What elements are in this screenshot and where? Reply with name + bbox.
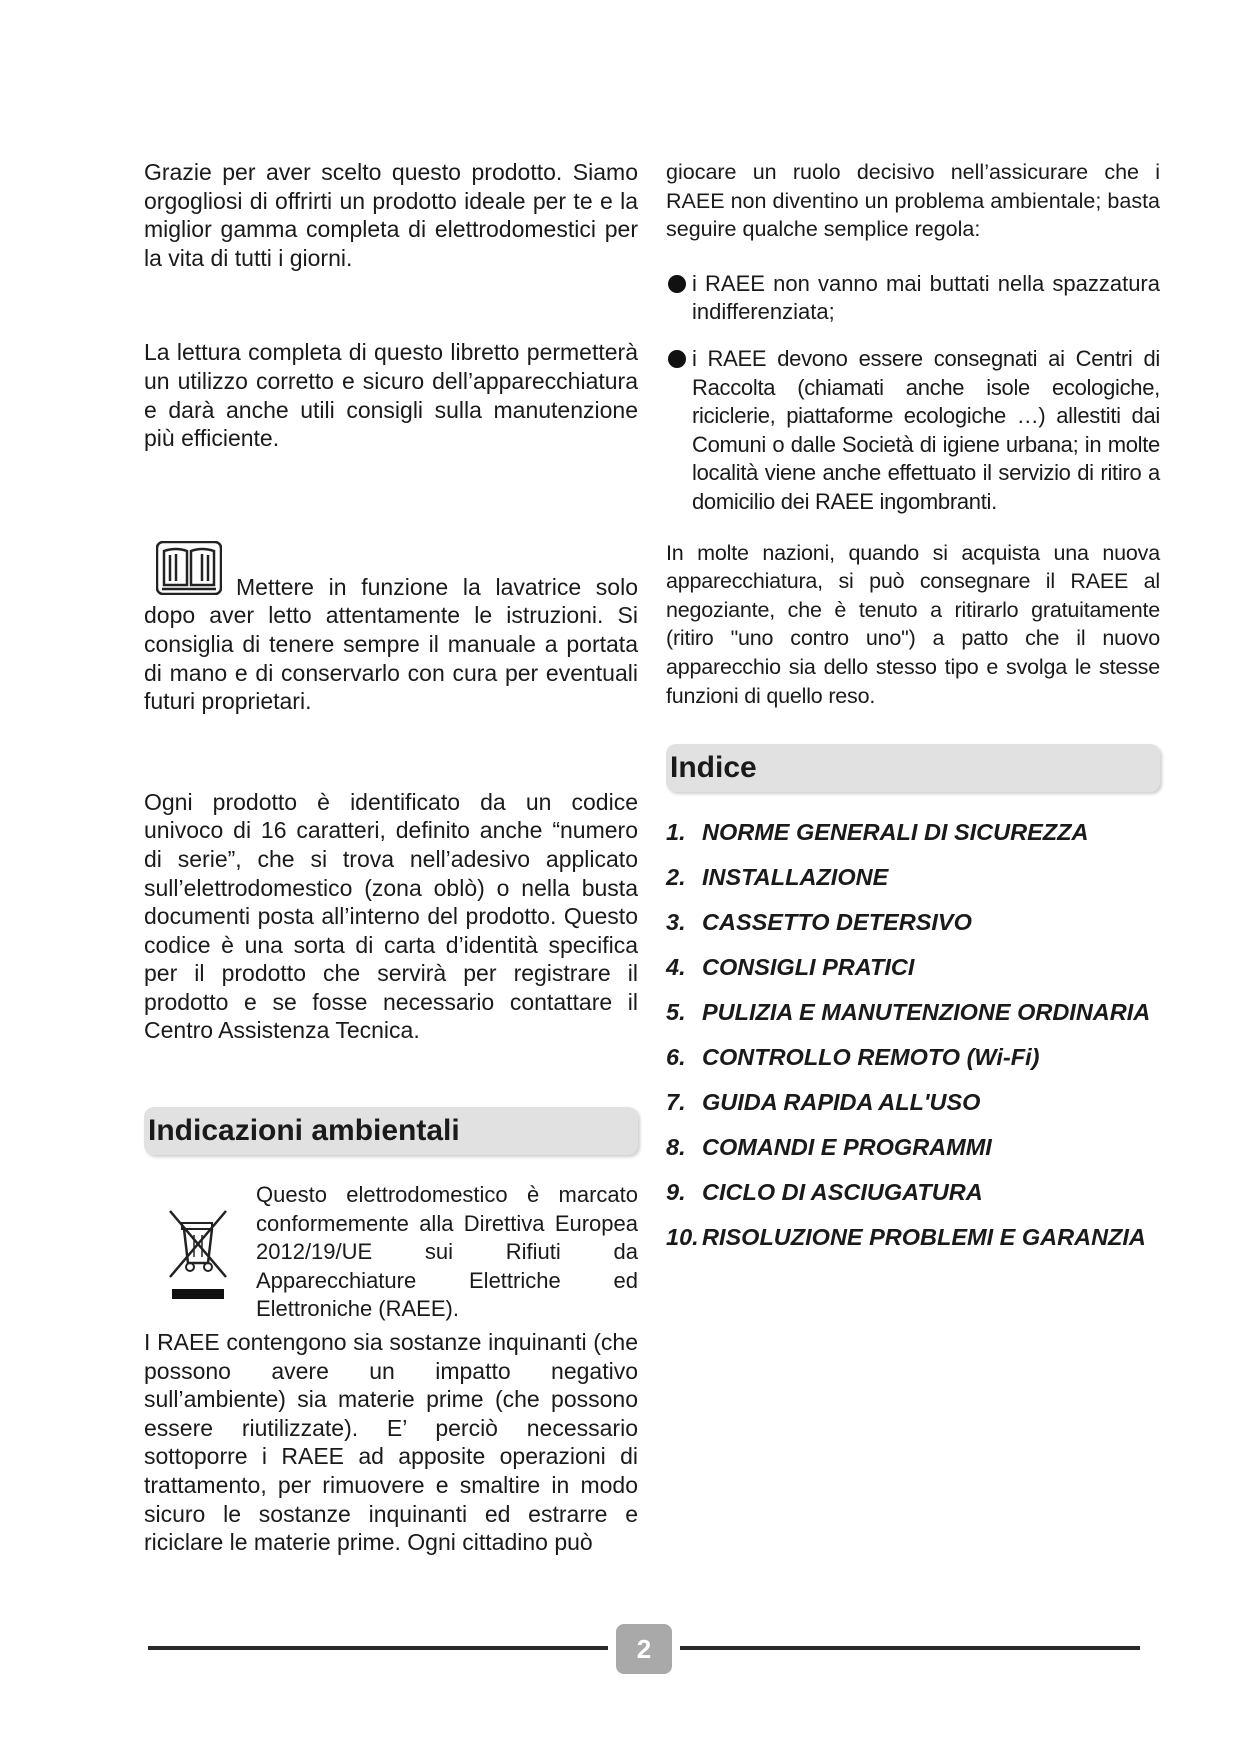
left-column [144, 158, 638, 1557]
toc-item: 9. CICLO DI ASCIUGATURA [666, 1179, 983, 1206]
environment-section-heading: Indicazioni ambientali [144, 1107, 638, 1155]
right-column [666, 158, 1160, 1260]
manual-note-block [144, 541, 638, 716]
weee-rules-list [666, 270, 1160, 517]
footer-divider [148, 1646, 608, 1650]
toc-item: 8. COMANDI E PROGRAMMI [666, 1134, 992, 1161]
toc-item: 6. CONTROLLO REMOTO (Wi-Fi) [666, 1044, 1040, 1071]
index-section-heading: Indice [666, 744, 1160, 792]
return-note-paragraph: In molte nazioni, quando si acquista una nuova apparecchiatura, si può consegnare il RAEE al negoziante, che è tenuto a ritirarlo gratuitamente (ritiro "uno contro uno") a patto che il nuovo apparecchio sia dello stesso tipo e svolga le stesse funzioni di quello reso. [666, 540, 1160, 708]
toc-item: 10. RISOLUZIONE PROBLEMI E GARANZIA [666, 1224, 1146, 1251]
toc-item: 5. PULIZIA E MANUTENZIONE ORDINARIA [666, 999, 1151, 1026]
reading-paragraph: La lettura completa di questo libretto permetterà un utilizzo corretto e sicuro dell’apparecchiatura e darà anche utili consigli sulla manutenzione più efficiente. [144, 339, 638, 452]
bullet-icon [668, 350, 686, 368]
bullet-icon [668, 275, 686, 293]
weee-directive-text: Questo elettrodomestico è marcato conformemente alla Direttiva Europea 2012/19/UE sui Rifiuti da Apparecchiature Elettriche ed Elettroniche (RAEE). [256, 1182, 638, 1322]
footer-divider [680, 1646, 1140, 1650]
open-book-icon [156, 541, 222, 595]
list-item: i RAEE non vanno mai buttati nella spazzatura indifferenziata; [666, 270, 1160, 327]
crossed-out-wheelie-bin-icon [166, 1205, 230, 1301]
weee-body-paragraph: I RAEE contengono sia sostanze inquinanti (che possono avere un impatto negativo sull’ambiente) sia materie prime (che possono essere riutilizzate). E’ perciò necessario sottoporre i RAEE ad apposite operazioni di trattamento, per rimuovere e smaltire in modo sicuro le sostanze inquinanti ed estrarre e riciclare le materie prime. Ogni cittadino può [144, 1329, 638, 1556]
toc-item: 2. INSTALLAZIONE [666, 864, 889, 891]
toc-item: 7. GUIDA RAPIDA ALL'USO [666, 1089, 981, 1116]
page-number: 2 [616, 1624, 672, 1674]
page-footer [148, 1624, 1140, 1674]
toc-item: 1. NORME GENERALI DI SICUREZZA [666, 819, 1089, 846]
manual-note-text: Mettere in funzione la lavatrice solo dopo aver letto attentamente le istruzioni. Si consiglia di tenere sempre il manuale a portata di mano e di conservarlo con cura per eventuali futuri proprietari. [144, 573, 638, 715]
intro-paragraph: Grazie per aver scelto questo prodotto. Siamo orgogliosi di offrirti un prodotto ideale per te e la miglior gamma completa di elettrodomestici per la vita di tutti i giorni. [144, 159, 638, 271]
toc-item: 4. CONSIGLI PRATICI [666, 954, 915, 981]
list-item: i RAEE devono essere consegnati ai Centri di Raccolta (chiamati anche isole ecologiche, riciclerie, piattaforme ecologiche …) allestiti dai Comuni o dalle Società di igiene urbana; in molte località viene anche effettuato il servizio di ritiro a domicilio dei RAEE ingombranti. [666, 345, 1160, 517]
toc-item: 3. CASSETTO DETERSIVO [666, 909, 972, 936]
weee-block [144, 1181, 638, 1324]
table-of-contents [666, 810, 1160, 1260]
continuation-paragraph: giocare un ruolo decisivo nell’assicurare che i RAEE non diventino un problema ambientale; basta seguire qualche semplice regola: [666, 160, 1160, 242]
serial-number-paragraph: Ogni prodotto è identificato da un codice univoco di 16 caratteri, definito anche “numero di serie”, che si trova nell’adesivo applicato sull’elettrodomestico (zona oblò) o nella busta documenti posta all’interno del prodotto. Questo codice è una sorta di carta d’identità specifica per il prodotto che servirà per registrare il prodotto e se fosse necessario contattare il Centro Assistenza Tecnica. [144, 788, 638, 1044]
